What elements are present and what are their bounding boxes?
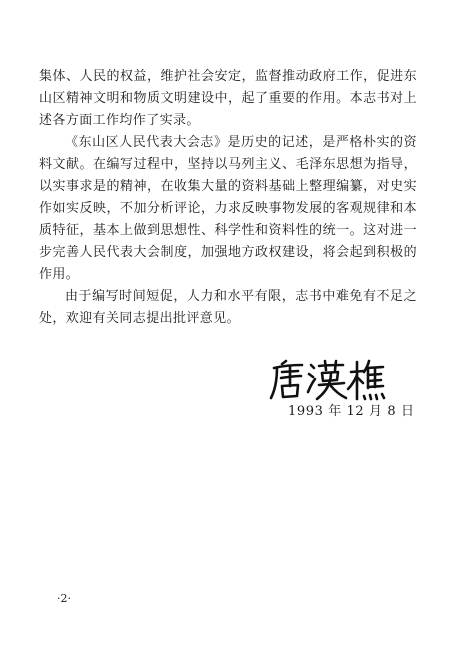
document-date: 1993 年 12 月 8 日	[288, 404, 415, 419]
paragraph-2: 《东山区人民代表大会志》是历史的记述，是严格朴实的资料文献。在编写过程中，坚持以马列主义、毛泽东思想为指导，以实事求是的精神，在收集大量的资料基础上整理编纂，对史实作如实反映，不加分析评论，力求反映事物发展的客观规律和本质特征，基本上做到思想性、科学性和资料性的统一。这对进一步完善人民代表大会制度，加强地方政权建设，将会起到积极的作用。	[39, 135, 417, 282]
paragraph-1: 集体、人民的权益，维护社会安定，监督推动政府工作，促进东山区精神文明和物质文明建设中，起了重要的作用。本志书对上述各方面工作均作了实录。	[39, 69, 417, 128]
page-number: ·2·	[57, 592, 71, 605]
handwritten-signature	[268, 356, 388, 406]
signature-graphic	[268, 356, 388, 406]
body-text	[39, 66, 417, 330]
paragraph-3: 由于编写时间短促，人力和水平有限，志书中难免有不足之处，欢迎有关同志提出批评意见。	[39, 289, 417, 326]
